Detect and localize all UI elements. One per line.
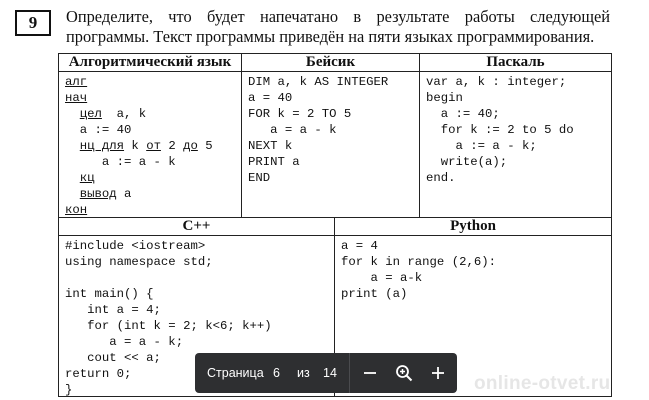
code-line: a = a-k [341, 271, 423, 285]
code-line: a = a - k; [65, 335, 184, 349]
code-line: using namespace std; [65, 255, 213, 269]
header-python: Python [335, 218, 612, 236]
code-line: FOR k = 2 TO 5 [248, 107, 352, 121]
code-line: #include <iostream> [65, 239, 206, 253]
code-line: цел a, k [79, 107, 147, 121]
code-line: for (int k = 2; k<6; k++) [65, 319, 272, 333]
page-label: Страница [207, 366, 264, 380]
algo-code-block [59, 72, 241, 217]
pascal-code-block [420, 72, 611, 217]
header-algo: Алгоритмический язык [59, 54, 242, 72]
code-line: a := a - k [65, 155, 176, 169]
basic-code-block [242, 72, 419, 217]
code-line: PRINT a [248, 155, 300, 169]
code-line: } [65, 383, 73, 397]
code-line: нач [65, 91, 88, 105]
code-line: end. [426, 171, 456, 185]
code-line: a = a - k [248, 123, 337, 137]
zoom-in-icon [395, 364, 413, 382]
code-line: cout << a; [65, 351, 161, 365]
code-line: вывод a [79, 187, 132, 201]
header-basic: Бейсик [242, 54, 420, 72]
code-line: a = 4 [341, 239, 378, 253]
code-line: begin [426, 91, 463, 105]
code-line: int a = 4; [65, 303, 161, 317]
code-line: кц [79, 171, 95, 185]
code-line: for k in range (2,6): [341, 255, 496, 269]
code-line: NEXT k [248, 139, 293, 153]
plus-icon [431, 366, 445, 380]
header-cpp: С++ [59, 218, 335, 236]
header-pascal: Паскаль [420, 54, 612, 72]
code-line: a := a - k; [426, 139, 537, 153]
code-line: int main() { [65, 287, 154, 301]
site-watermark: online-otvet.ru [474, 373, 611, 394]
question-text: Определите, что будет напечатано в результате работы следующей программы. Текст программы приведён на пяти языках программирования. [66, 7, 610, 46]
code-line [65, 270, 328, 286]
toolbar-divider [349, 353, 350, 393]
code-line: var a, k : integer; [426, 75, 567, 89]
zoom-out-button[interactable] [353, 353, 387, 393]
code-line: for k := 2 to 5 do [426, 123, 574, 137]
minus-icon [363, 366, 377, 380]
total-pages: 14 [323, 366, 337, 380]
code-line: DIM a, k AS INTEGER [248, 75, 389, 89]
code-line: кон [65, 203, 88, 217]
program-table [58, 53, 612, 397]
code-line: алг [65, 75, 88, 89]
code-line: print (a) [341, 287, 408, 301]
code-line: нц для k от 2 до 5 [79, 139, 213, 153]
code-line: a := 40 [65, 123, 132, 137]
zoom-in-button[interactable] [387, 353, 421, 393]
code-line: a := 40; [426, 107, 500, 121]
code-line: END [248, 171, 271, 185]
pdf-page-toolbar [195, 353, 457, 393]
question-number: 9 [15, 10, 51, 36]
code-line: a = 40 [248, 91, 293, 105]
current-page[interactable]: 6 [273, 366, 280, 380]
add-button[interactable] [421, 353, 455, 393]
of-label: из [297, 366, 310, 380]
code-line: write(a); [426, 155, 508, 169]
code-line: return 0; [65, 367, 132, 381]
